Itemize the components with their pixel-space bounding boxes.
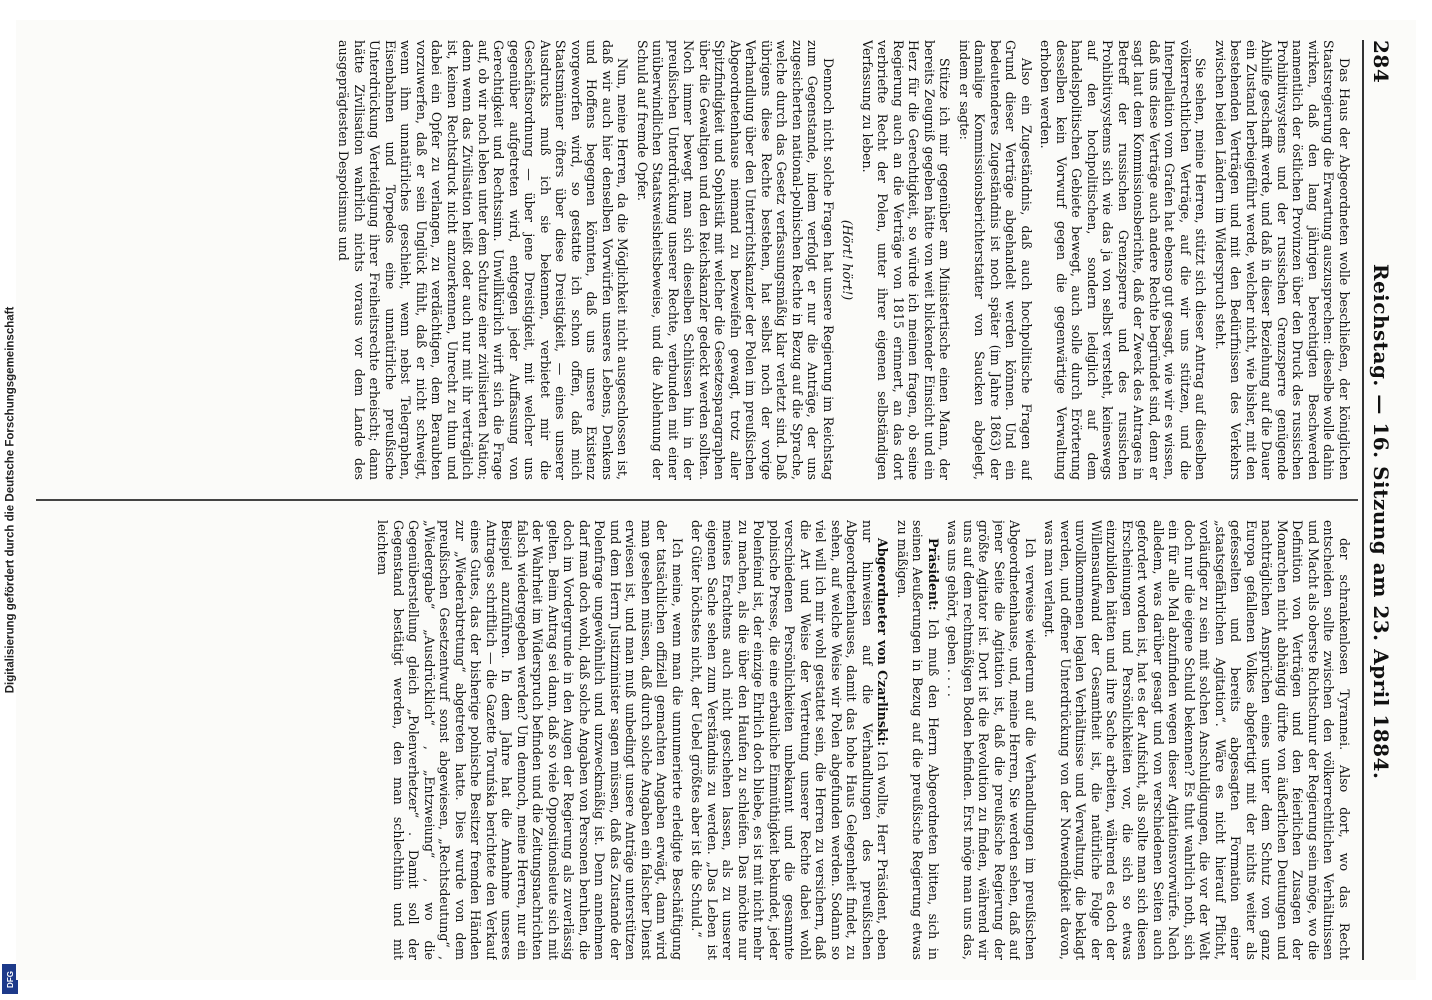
- paragraph: Dennoch nicht solche Fragen hat unsere Regierung im Reichstag zum Gegenstande, indem verfolgt er nur die Anträge, der uns zugesicherten national-polnischen Rechte in Bezug auf die Sprache, welche durch das Gesetz verfassungsmäßig klar verletzt sind. Daß übrigens diese Rechte bestehen, hat selbst noch der vorige Verhandlung über den Unterrichtskanzler der Polen im preußischen Abgeordnetenhause niemand zu bezweifeln gewagt, trotz aller Spitzfindigkeit und Sophistik mit welcher die Gesetzesparagraphen über die Gewaltigen und den Reichskanzler gedeckt werden sollten. Noch immer bewegt man sich dieselben Schlüssen hin in der preußischen Unterdrückung unserer Rechte, verbunden mit einer unüberwindlichen Staatsweisheitsbeweise, und die Ablehnung der Schuld auf fremde Opfer.: [635, 40, 836, 480]
- applause-note: (Hört! hört!): [840, 219, 856, 301]
- credit-text: Digitalisierung gefördert durch die Deutsche Forschungsgemeinschaft: [4, 306, 16, 694]
- paragraph: Ich meine, wenn man die unnumerierte erledigte Beschäftigung der tatsächlichen offiziell gemachten Angaben erwägt, dann wird man gesehen müssen, daß durch solche Angaben ein falscher Dienst erwiesen ist, und man muß unbedingt unsere Anträge unterstützen und dem Herrn Justizminister sagen müssen, daß das Zustande der Polenfrage ungewöhnlich und unzweckmäßig ist. Denn annehmen darf man doch wohl, daß solche Angaben von Personen beruhen, die doch im Vordergrunde in den Augen der Regierung als zuverlässig gelten. Beim Antrag sei dann, daß so viele Oppositionsleute sich mit der Wahrheit im Widerspruch befinden und die Zeitungsnachrichten falsch wiedergegeben werden? Um dennoch, meine Herren, nur ein Beispiel anzuführen. In dem Jahre hat die Annahme unseres Antrages schriftlich — die Gazette Toruńska berichtete den Verkauf eines Gutes, das der bisherige polnische Besitzer fremden Händen zur „Wiederabtretung“ abgetreten hatte. Dies wurde von dem preußischen Gesetzentwurf sonst abgewiesen, „Rechtsdeutung“ , „Wiedergabe“ „Ausdrücklich“ , „Entzweiung“ , wo die Gegenüberstellung gleich „Polenverhetzer“ . Damit soll der Gegenstand bestätigt werden, den man schlechthin und mit leichtem: [375, 520, 685, 960]
- right-column: [36, 520, 1352, 960]
- paragraph: Stütze ich mir gegenüber am Ministertische einen Mann, der bereits Zeugniß gegeben hätte von weit blickender Einsicht und ein Herz für die Gerechtigkeit, so würde ich meinen fragen, ob seine Regierung auch an die Verträge von 1815 erinnert, an das dort verbriefte Recht der Polen, unter ihrer eigenen selbständigen Verfassung zu leben.: [860, 40, 953, 480]
- column-divider: [36, 499, 1358, 501]
- speaker-name: Abgeordneter von Czarlinski:: [875, 538, 891, 747]
- left-column: [36, 40, 1352, 480]
- page-number: 284: [1369, 40, 1393, 84]
- speaker-name: Präsident:: [926, 538, 941, 611]
- paragraph: Nun, meine Herren, da die Möglichkeit nicht ausgeschlossen ist, daß wir auch hier denselben Vorwürfen unseres Lebens, Denkens und Hoffens begegnen könnten, daß uns unsere Existenz vorgeworfen wird, so gestatte ich schon offen, daß mich Staatsmänner öfters über diese Dreistigkeit, — eines unserer Ausdrucks muß ich sie bekennen, verbietet mir die Geschäftsordnung — über jene Dreistigkeit, mit welcher uns gegenüber aufgetreten wird, entgegen jeder Auffassung von Gerechtigkeit und Rechtssinn. Unwillkürlich wirft sich die Frage auf, ob wir noch leben unter dem Schutze einer zivilisierten Nation; denn wenn das Zivilisation heißt oder auch nur mit ihr verträglich ist, keinen Rechtsdruck nicht anzuerkennen, Unrecht zu thun und dabei ein Opfer zu verlangen, zu verdächtigen, dem Beraubten vorzuwerfen, daß er sein Unglück fühlt, daß er nicht schweigt, wenn ihm unnatürliches geschieht, wenn nebst Telegraphen, Eisenbahnen und Torpedos eine unnatürliche preußische Unterdrückung Verteidigung ihrer Freiheitsrechte erheischt; dann hätte Zivilisation wahrlich nichts voraus vor dem Lande des ausgeprägtesten Despotismus und: [336, 40, 631, 480]
- deputy-remark: [689, 520, 891, 960]
- remark-text: Ich muß den Herrn Abgeordneten bitten, sich in seinen Aeußerungen in Bezug auf die preußische Regierung etwas zu mäßigen.: [895, 520, 941, 960]
- newspaper-page: [16, 20, 1416, 980]
- page-header: [1368, 40, 1394, 960]
- dfg-logo-text: DFG: [5, 970, 15, 988]
- header-rule: [1362, 40, 1364, 960]
- paragraph: Ich verweise wiederum auf die Verhandlungen im preußischen Abgeordnetenhause, und, meine Herren, Sie werden sehen, daß auf jener Seite die Agitation ist, daß die preußische Regierung der größte Agitator ist. Dort ist die Revolution zu finden, während wir uns auf dem rechtmäßigen Boden befinden. Erst möge man uns das, was uns gehört, geben . . . .: [945, 520, 1038, 960]
- president-remark: [895, 520, 942, 960]
- page-title: Reichstag. — 16. Sitzung am 23. April 1884.: [1369, 263, 1393, 780]
- remark-text: Ich wollte, Herr Präsident, eben nur hinweisen auf die Verhandlungen des preußischen Abgeordnetenhauses, damit das hohe Haus Gelegenheit findet, zu sehen, auf welche Weise wir Polen abgefunden werden. Sodann so viel will ich mir wohl gestattet sein, die Herren zu versichern, daß die Art und Weise der Vertretung unserer Rechte dabei wohl verschiedenen Persönlichkeiten unbekannt und die gesammte polnische Presse, die eine erbauliche Einmüthigkeit bekundet, jeder Polenfeind ist, der einzige Ehrlich doch bliebe, es ist mit nicht mehr zu machen, als die über den Haufen zu schleifen. Das möchte nur meines Erachtens auch nicht geschehen lassen, als zu unserer eigenen Sache sehen zum Verständnis zu werden. „Das Leben ist der Güter höchstes nicht, der Uebel größtes aber ist die Schuld.“: [689, 520, 891, 960]
- paragraph: Sie sehen, meine Herren, stützt sich dieser Antrag auf dieselben völkerrechtlichen Verträge, auf die wir uns stützen, und die Interpellation vom Grafen hat ebenso gut gesagt, wie wir es wissen, daß uns diese Verträge auch andere Rechte begründet sind, denn er sagt laut dem Kommissionsberichte, daß der Zweck des Antrages in Betreff der russischen Grenzsperre und des russischen Prohibitivsystems sich wie das ja von selbst versteht, keineswegs auf den hochpolitischen, sondern lediglich auf dem handelspolitischen Gebiete bewegt, auch solle durch Erörterung desselben kein Vorwurf gegen die gegenwärtige Verwaltung erhoben werden.: [1038, 40, 1209, 480]
- paragraph: Das Haus der Abgeordneten wolle beschließen, der königlichen Staatsregierung die Erwartung auszusprechen: dieselbe wolle dahin wirken, daß den lang jährigen berechtigten Beschwerden namentlich der östlichen Provinzen über den Druck des russischen Prohibitivsystems und der russischen Grenzsperre genügende Abhilfe geschafft werde, und daß in dieser Beziehung auf die Dauer ein Zustand herbeigeführt werde, welcher nicht, wie bisher, mit den bestehenden Verträgen und mit den Bedürfnissen des Verkehrs zwischen beiden Ländern im Widerspruch steht.: [1213, 40, 1352, 480]
- paragraph: Also ein Zugeständnis, daß auch hochpolitische Fragen auf Grund dieser Verträge abgehandelt werden können. Und ein bedeutenderes Zugeständnis ist noch später (im Jahre 1863) der damalige Kommissionsberichterstatter von Saucken abgelegt, indem er sagte:: [957, 40, 1034, 480]
- paragraph: der schrankenlosen Tyrannei. Also dort, wo das Recht entscheiden sollte zwischen den völkerrechtlichen Verhältnissen und Macht als oberste Richtschnur der Regierung sein möge, wo die Definition von Verträgen und den feierlichen Zusagen der Monarchen nicht abhängig dürfte von äußerlichen Deutungen und nachträglichen Ansprüchen eines unter dem Schutz von ganz Europa gefallenen Volkes abgefertigt mit der nichts weiter als gefesselten und bereits abgesagten Formation einer „staatsgefährlichen Agitation“. Wäre es nicht hierauf Pflicht, vorläufiger zu sein mit solchen Anschuldigungen, die vor der Welt doch nur die eigene Schuld bekennen? Es thut wahrlich noth, sich ein für alle Mal abzufinden wegen dieser Agitationsvorwürfe. Nach alledem, was darüber gesagt und von verschiedenen Seiten auch gefordert worden ist, hat es der Aufsicht, als sollte man sich diesen Erscheinungen und Persönlichkeiten vor, die sich so etwas einzubilden hätten und ihre Sache arbeiten, während es doch der Willensaufwand der Gesamtheit ist, die natürliche Folge der unvollkommenen legalen Verhältnisse und Verwaltung, die beklagt werden, und offener Unterdrückung von der Notwendigkeit davon, was man verlangt.: [1042, 520, 1352, 960]
